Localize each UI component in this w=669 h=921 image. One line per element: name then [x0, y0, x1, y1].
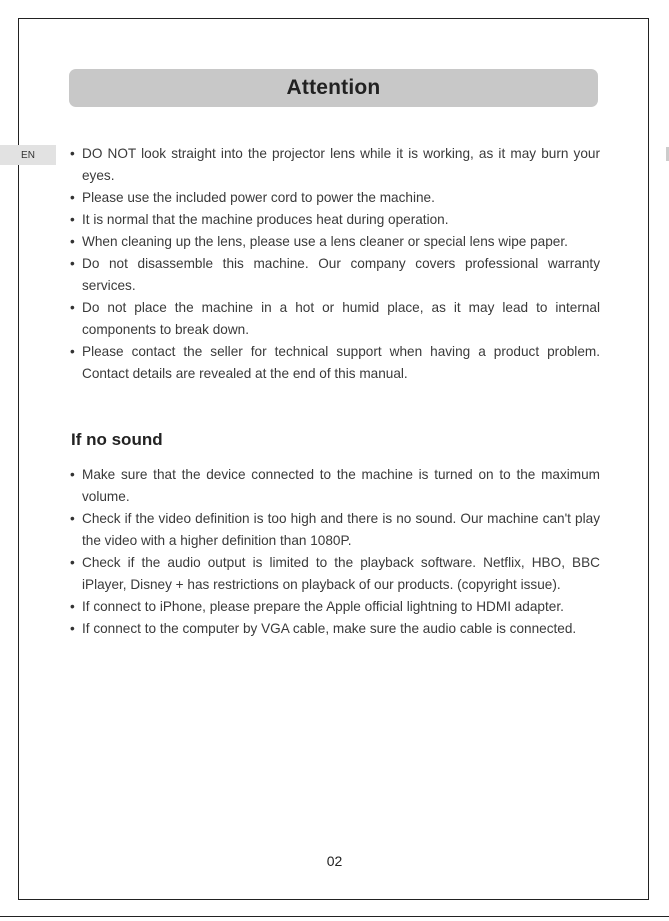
bullet-icon: •: [70, 344, 75, 359]
list-item: [70, 464, 600, 508]
list-item: [70, 209, 600, 231]
list-item: [70, 297, 600, 341]
list-item-text: Check if the audio output is limited to the playback software. Netflix, HBO, BBC iPlayer, Disney + has restrictions on playback of our products. (copyright issue).: [82, 555, 600, 592]
list-item-text: Check if the video definition is too high and there is no sound. Our machine can't play the video with a higher definition than 1080P.: [82, 511, 600, 548]
list-item-text: When cleaning up the lens, please use a lens cleaner or special lens wipe paper.: [82, 234, 568, 249]
bullet-icon: •: [70, 555, 75, 570]
bullet-icon: •: [70, 599, 75, 614]
list-item: [70, 508, 600, 552]
list-item: [70, 231, 600, 253]
language-tab: EN: [0, 145, 56, 165]
list-item-text: DO NOT look straight into the projector lens while it is working, as it may burn your eyes.: [82, 146, 600, 183]
list-item: [70, 341, 600, 385]
list-item: [70, 618, 600, 640]
list-item-text: Do not place the machine in a hot or humid place, as it may lead to internal components to break down.: [82, 300, 600, 337]
list-item-text: It is normal that the machine produces heat during operation.: [82, 212, 449, 227]
bullet-icon: •: [70, 621, 75, 636]
list-item-text: Make sure that the device connected to the machine is turned on to the maximum volume.: [82, 467, 600, 504]
bullet-icon: •: [70, 511, 75, 526]
list-item: [70, 143, 600, 187]
bullet-icon: •: [70, 190, 75, 205]
attention-banner: [69, 69, 598, 107]
bullet-icon: •: [70, 256, 75, 271]
list-item: [70, 187, 600, 209]
list-item-text: Please contact the seller for technical support when having a product problem. Contact details are revealed at the end of this manual.: [82, 344, 600, 381]
attention-list: [70, 143, 600, 385]
bullet-icon: •: [70, 467, 75, 482]
list-item: [70, 596, 600, 618]
list-item-text: Do not disassemble this machine. Our company covers professional warranty services.: [82, 256, 600, 293]
page-title: Attention: [286, 76, 381, 99]
bullet-icon: •: [70, 146, 75, 161]
bullet-icon: •: [70, 300, 75, 315]
bullet-icon: •: [70, 234, 75, 249]
list-item: [70, 552, 600, 596]
list-item-text: If connect to the computer by VGA cable, make sure the audio cable is connected.: [82, 621, 577, 636]
list-item: [70, 253, 600, 297]
no-sound-list: [70, 464, 600, 640]
page-number: 02: [326, 853, 343, 869]
list-item-text: If connect to iPhone, please prepare the Apple official lightning to HDMI adapter.: [82, 599, 564, 614]
bullet-icon: •: [70, 212, 75, 227]
bottom-rule: [0, 916, 669, 917]
list-item-text: Please use the included power cord to power the machine.: [82, 190, 435, 205]
section-heading-no-sound: If no sound: [71, 430, 163, 449]
